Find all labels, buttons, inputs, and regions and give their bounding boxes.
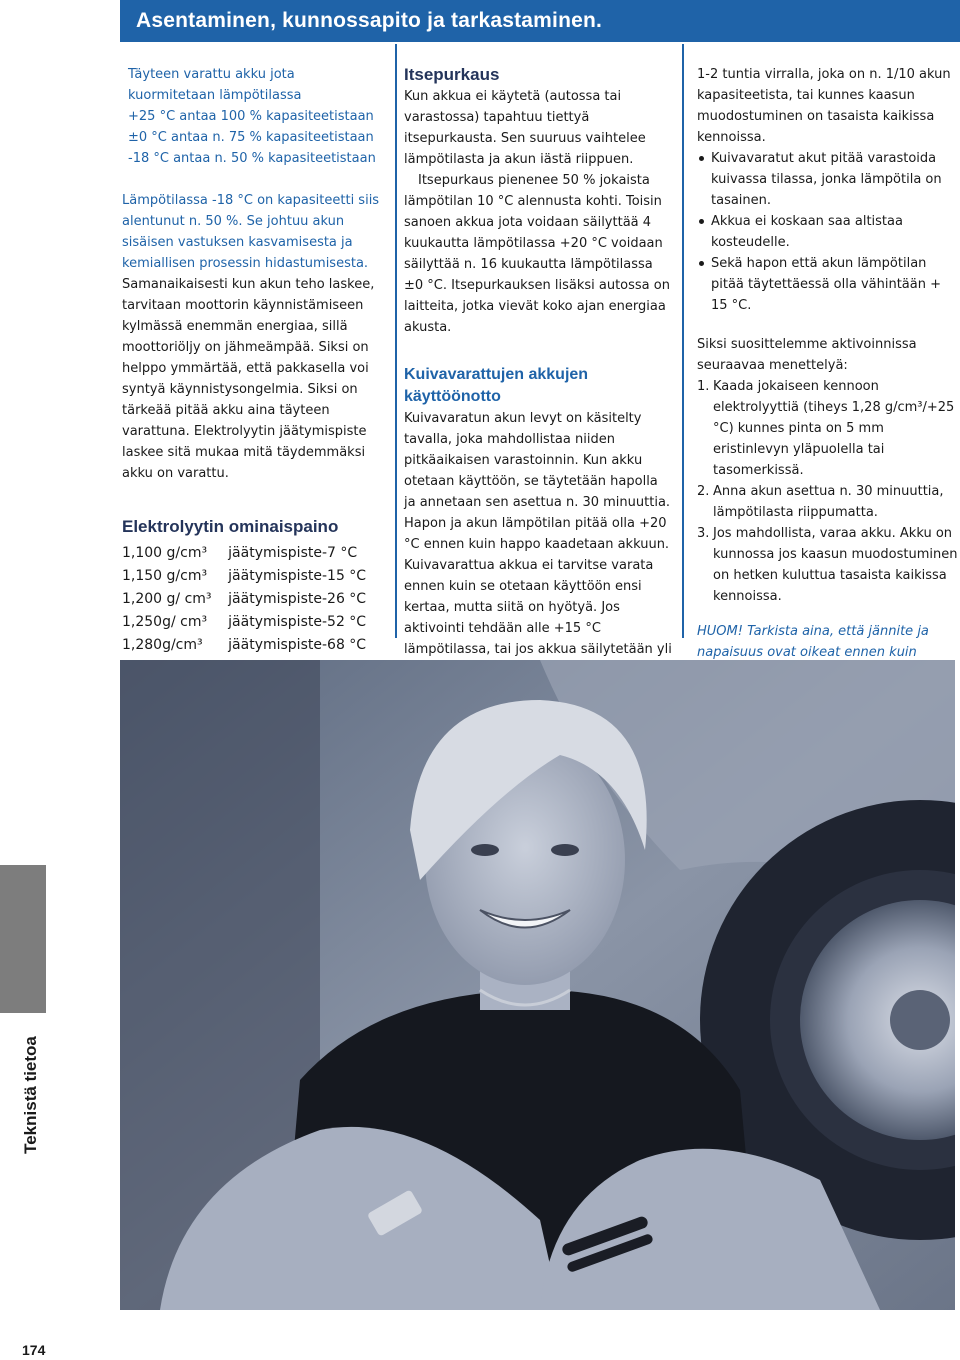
freeze-label: jäätymispiste: [228, 545, 322, 561]
list-item: [697, 376, 960, 481]
capacity-explanation: Lämpötilassa -18 °C on kapasiteetti siis alentunut n. 50 %. Se johtuu akun sisäisen vastuksen kasvamisesta ja kemiallisen prosessin hidastumisesta.: [122, 193, 380, 271]
warning-note: HUOM! Tarkista aina, että jännite ja napaisuus ovat oikeat ennen kuin: [697, 624, 929, 660]
density-value: 1,150 g/cm³: [122, 568, 208, 584]
step-text: Anna akun asettua n. 30 minuuttia, lämpötilasta riippumatta.: [713, 484, 944, 520]
capacity-line: +25 °C antaa 100 % kapasiteetistaan: [128, 109, 374, 124]
column-middle: [404, 58, 672, 702]
freeze-temp: -68 °C: [321, 637, 367, 653]
side-label: [21, 1030, 43, 1160]
dry-charged-paragraph: Kuivavaratun akun levyt on käsitelty tavalla, joka mahdollistaa niiden pitkäaikaisen varastoinnin. Kun akku otetaan käyttöön, se täytetään hapolla ja annetaan sen asettua n. 30 minuuttia. Hapon ja akun lämpötilan pitää olla +20 °C ennen kuin happo kaadetaan akkuun. Kuivavarattua akkua ei tarvitse varata ennen kuin se otetaan käyttöön ensi kertaa, mutta siitä on hyötyä. Jos aktivointi tehdään alle +15 °C lämpötilassa, tai jos akkua säilytetään yli: [404, 411, 672, 657]
self-discharge-paragraph: Kun akkua ei käytetä (autossa tai varastossa) tapahtuu tiettyä itsepurkausta. Sen suuruus vaihtelee lämpötilasta ja akun iästä riippuen.: [404, 89, 646, 167]
column-divider: [395, 44, 397, 638]
step-text: Jos mahdollista, varaa akku. Akku on kunnossa jos kaasun muodostuminen on hetken kuluttua tasaista kaikissa kennoissa.: [713, 526, 958, 604]
dry-charged-title: Kuivavarattujen akkujen käyttöönotto: [404, 366, 589, 405]
capacity-title: Täyteen varattu akku jota kuormitetaan lämpötilassa: [128, 67, 302, 103]
self-discharge-title: Itsepurkaus: [404, 65, 500, 84]
density-value: 1,280g/cm³: [122, 637, 203, 653]
page-header: [120, 0, 960, 42]
portrait-illustration: [120, 660, 955, 1310]
table-row: [122, 565, 384, 588]
page-number: 174: [22, 1342, 46, 1358]
column-left: [122, 58, 384, 657]
freeze-label: jäätymispiste: [228, 614, 322, 630]
freeze-label: jäätymispiste: [228, 637, 322, 653]
continuation-paragraph: 1-2 tuntia virralla, joka on n. 1/10 akun kapasiteetista, tai kunnes kaasun muodostuminen on tasaista kaikissa kennoissa.: [697, 67, 951, 145]
portrait-photo: [120, 660, 955, 1310]
freeze-label: jäätymispiste: [228, 568, 322, 584]
freeze-temp: -26 °C: [321, 591, 367, 607]
freeze-temp: -52 °C: [321, 614, 367, 630]
cold-start-paragraph: Samanaikaisesti kun akun teho laskee, tarvitaan moottorin käynnistämiseen kylmässä enemmän energiaa, sillä moottoriöljy on jähmeämpää. Siksi on helppo ymmärtää, että pakkasella voi syntyä käynnistysongelmia. Siksi on tärkeää pitää akku aina täyteen varattuna. Elektrolyytin jäätymispiste laskee sitä mukaa mitä täydemmäksi akku on varattu.: [122, 277, 375, 481]
density-title: Elektrolyytin ominaispaino: [122, 517, 339, 536]
side-tab-block: [0, 865, 46, 1013]
table-row: [122, 542, 384, 565]
storage-bullets: [697, 148, 960, 316]
list-item: [697, 523, 960, 607]
density-value: 1,250g/ cm³: [122, 614, 208, 630]
capacity-line: ±0 °C antaa n. 75 % kapasiteetistaan: [128, 130, 374, 145]
list-item: Kuivavaratut akut pitää varastoida kuivassa tilassa, jonka lämpötila on tasainen.: [697, 148, 960, 211]
table-row: [122, 611, 384, 634]
step-text: Kaada jokaiseen kennoon elektrolyyttiä (tiheys 1,28 g/cm³/+25 °C) kunnes pinta on 5 mm eristinlevyn yläpuolella tai tasomerkissä.: [713, 379, 955, 478]
list-item: Akkua ei koskaan saa altistaa kosteudelle.: [697, 211, 960, 253]
freeze-temp: -7 °C: [321, 545, 358, 561]
activation-steps: [697, 376, 960, 607]
table-row: [122, 634, 384, 657]
list-item: [697, 481, 960, 523]
step-number: 1.: [697, 379, 710, 394]
freeze-temp: -15 °C: [321, 568, 367, 584]
density-value: 1,200 g/ cm³: [122, 591, 212, 607]
step-number: 2.: [697, 484, 710, 499]
self-discharge-paragraph: Itsepurkaus pienenee 50 % jokaista lämpötilan 10 °C alennusta kohti. Toisin sanoen akkua jota voidaan säilyttää 4 kuukautta lämpötilassa +20 °C voidaan säilyttää n. 16 kuukautta lämpötilassa ±0 °C. Itsepurkauksen lisäksi autossa on laitteita, jotka vievät koko ajan energiaa akusta.: [404, 173, 670, 335]
table-row: [122, 588, 384, 611]
list-item: Sekä hapon että akun lämpötilan pitää täytettäessä olla vähintään + 15 °C.: [697, 253, 960, 316]
recommend-paragraph: Siksi suosittelemme aktivoinnissa seuraavaa menettelyä:: [697, 337, 917, 373]
density-value: 1,100 g/cm³: [122, 545, 208, 561]
column-right: [697, 58, 960, 747]
header-title: Asentaminen, kunnossapito ja tarkastaminen.: [136, 9, 603, 32]
freeze-label: jäätymispiste: [228, 591, 322, 607]
side-label-text: Teknistä tietoa: [21, 1036, 40, 1154]
capacity-block: [122, 58, 384, 169]
column-divider: [682, 44, 684, 638]
capacity-line: -18 °C antaa n. 50 % kapasiteetistaan: [128, 151, 376, 166]
capacity-paragraph: [122, 190, 384, 484]
density-table: [122, 542, 384, 657]
step-number: 3.: [697, 526, 710, 541]
